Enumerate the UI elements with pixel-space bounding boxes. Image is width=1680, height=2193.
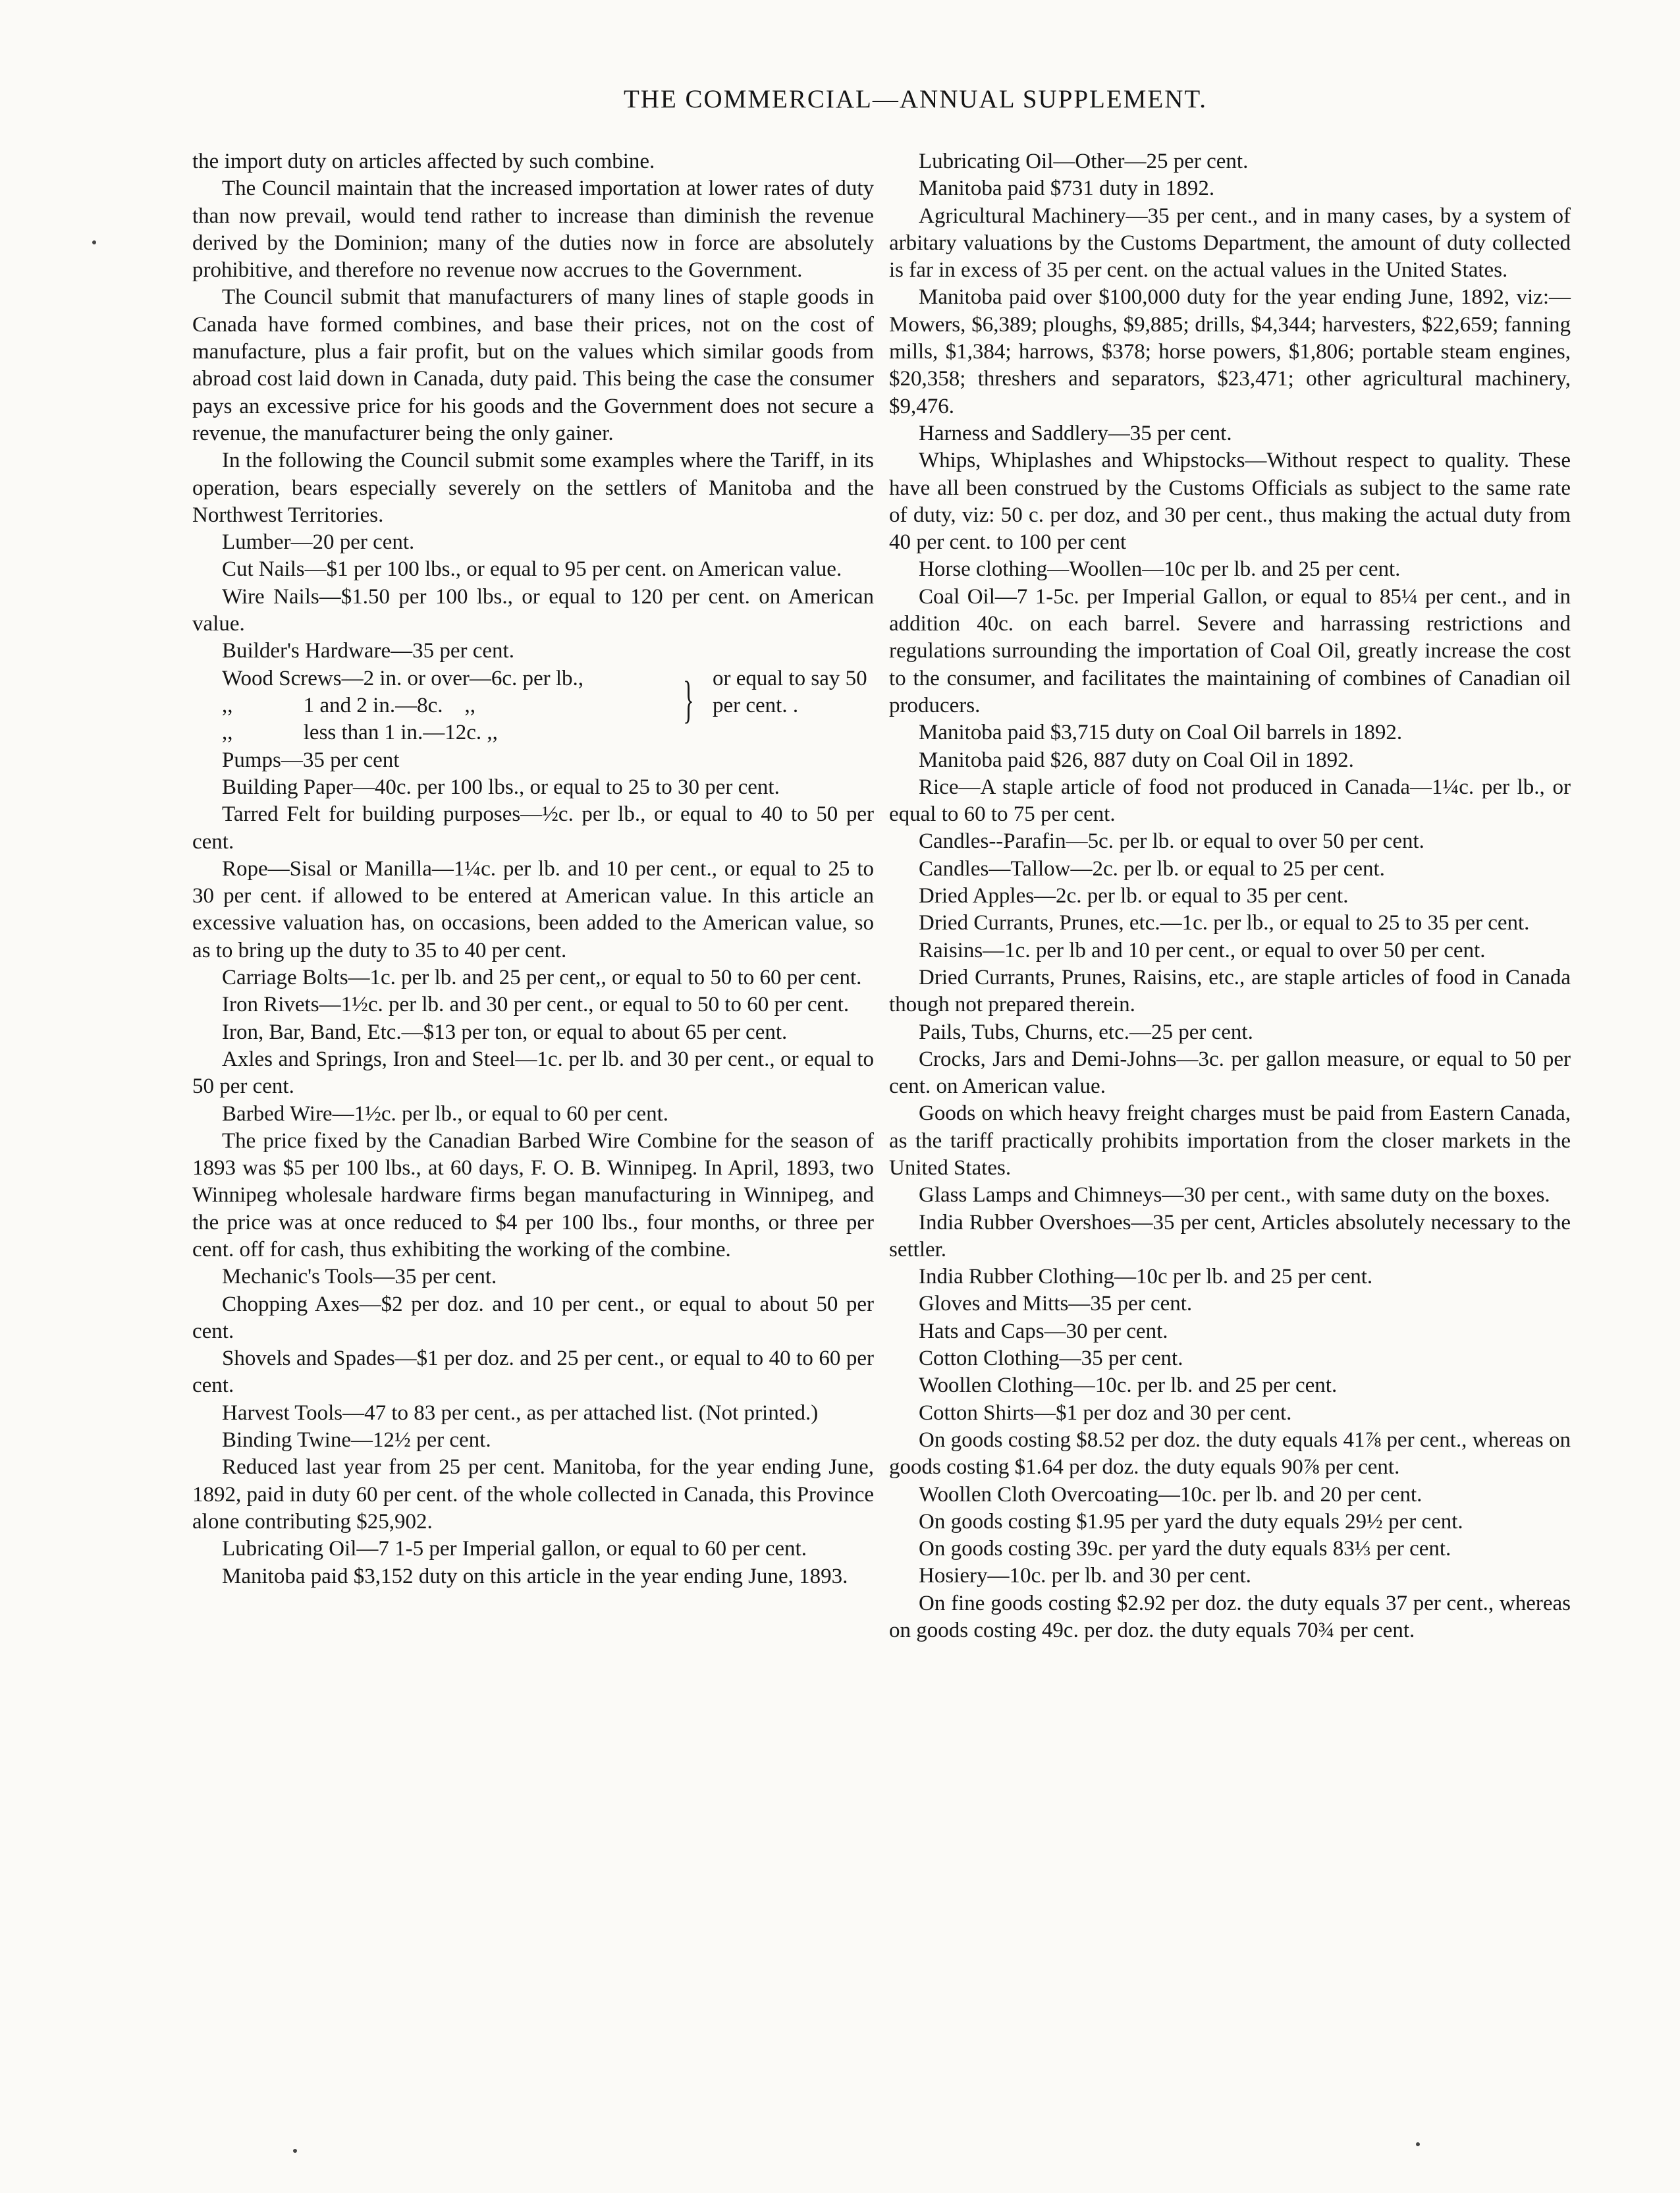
screws-row: ,, 1 and 2 in.—8c. ,, (222, 693, 475, 717)
paragraph: Binding Twine—12½ per cent. (222, 1428, 491, 1453)
paragraph: Candles—Tallow—2c. per lb. or equal to 25 per cent. (919, 856, 1385, 881)
paragraph: Dried Currants, Prunes, etc.—1c. per lb., or equal to 25 to 35 per cent. (919, 911, 1530, 935)
paragraph: Agricultural Machinery—35 per cent., and in many cases, by a system of arbitary valuations by the Customs Department, the amount of duty collected is far in excess of 35 per cent. on the actual values in the United States. (889, 204, 1571, 283)
paragraph: Horse clothing—Woollen—10c per lb. and 25 per cent. (919, 557, 1401, 582)
brace-icon: } (683, 670, 694, 728)
paragraph: Gloves and Mitts—35 per cent. (919, 1292, 1193, 1316)
paragraph: Lumber—20 per cent. (222, 530, 415, 555)
paragraph: The Council submit that manufacturers of many lines of staple goods in Canada have formed combines, and base their prices, not on the cost of manufacture, plus a fair profit, but on the values which similar goods from abroad cost laid down in Canada, duty paid. This being the case the consumer pays an excessive price for his goods and the Government does not secure a revenue, the manufacturer being the only gainer. (192, 285, 874, 445)
paragraph: Tarred Felt for building purposes—½c. per lb., or equal to 40 to 50 per cent. (192, 802, 874, 854)
paragraph: Cotton Clothing—35 per cent. (919, 1346, 1183, 1371)
paragraph: On goods costing 39c. per yard the duty equals 83⅓ per cent. (919, 1537, 1451, 1561)
screws-note: or equal to say 50 per cent. . (713, 666, 867, 717)
paragraph: the import duty on articles affected by such combine. (192, 150, 655, 173)
paragraph: Building Paper—40c. per 100 lbs., or equal to 25 to 30 per cent. (222, 775, 780, 799)
print-speck (1416, 2142, 1420, 2146)
paragraph: Wire Nails—$1.50 per 100 lbs., or equal to 120 per cent. on American value. (192, 584, 874, 636)
paragraph: Rope—Sisal or Manilla—1¼c. per lb. and 10 per cent., or equal to 25 to 30 per cent. if allowed to be entered at American value. In this article an excessive valuation has, on occasions, been added to the American value, so as to bring up the duty to 35 to 40 per cent. (192, 856, 874, 962)
paragraph: Crocks, Jars and Demi-Johns—3c. per gallon measure, or equal to 50 per cent. on American value. (889, 1047, 1571, 1099)
paragraph: Lubricating Oil—7 1-5 per Imperial gallon, or equal to 60 per cent. (222, 1537, 807, 1561)
paragraph: On fine goods costing $2.92 per doz. the duty equals 37 per cent., whereas on goods costing 49c. per doz. the duty equals 70¾ per cent. (889, 1591, 1571, 1643)
paragraph: Dried Currants, Prunes, Raisins, etc., are staple articles of food in Canada though not prepared therein. (889, 965, 1571, 1017)
screws-row: ,, less than 1 in.—12c. ,, (222, 720, 498, 744)
paragraph: Mechanic's Tools—35 per cent. (222, 1265, 497, 1289)
paragraph: Pumps—35 per cent (222, 748, 400, 772)
paragraph: Rice—A staple article of food not produced in Canada—1¼c. per lb., or equal to 60 to 75 per cent. (889, 775, 1571, 827)
print-speck (92, 240, 96, 244)
paragraph: Goods on which heavy freight charges must be paid from Eastern Canada, as the tariff practically prohibits importation from the closer markets in the United States. (889, 1101, 1571, 1180)
paragraph: Cotton Shirts—$1 per doz and 30 per cent. (919, 1401, 1292, 1425)
paragraph: Raisins—1c. per lb and 10 per cent., or equal to over 50 per cent. (919, 938, 1486, 962)
paragraph: Lubricating Oil—Other—25 per cent. (919, 150, 1249, 173)
paragraph: Manitoba paid $3,152 duty on this article in the year ending June, 1893. (222, 1564, 848, 1588)
paragraph: In the following the Council submit some examples where the Tariff, in its operation, bears especially severely on the settlers of Manitoba and the Northwest Territories. (192, 449, 874, 527)
paragraph: Chopping Axes—$2 per doz. and 10 per cent., or equal to about 50 per cent. (192, 1292, 874, 1343)
paragraph: Manitoba paid over $100,000 duty for the year ending June, 1892, viz:—Mowers, $6,389; ploughs, $9,885; drills, $4,344; harvesters, $22,659; fanning mills, $1,384; harrows, $378; horse powers, $1,806; portable steam engines, $20,358; threshers and separators, $23,471; other agricultural machinery, $9,476. (889, 285, 1571, 418)
paragraph: Glass Lamps and Chimneys—30 per cent., with same duty on the boxes. (919, 1183, 1550, 1208)
page-title: THE COMMERCIAL—ANNUAL SUPPLEMENT. (623, 85, 1208, 113)
paragraph: Manitoba paid $3,715 duty on Coal Oil barrels in 1892. (919, 721, 1403, 745)
paragraph: Hosiery—10c. per lb. and 30 per cent. (919, 1564, 1251, 1588)
paragraph: Harvest Tools—47 to 83 per cent., as per attached list. (Not printed.) (222, 1401, 819, 1425)
paragraph: Manitoba paid $731 duty in 1892. (919, 177, 1215, 201)
paragraph: Shovels and Spades—$1 per doz. and 25 per cent., or equal to 40 to 60 per cent. (192, 1346, 874, 1398)
paragraph: Harness and Saddlery—35 per cent. (919, 421, 1232, 445)
paragraph: Coal Oil—7 1-5c. per Imperial Gallon, or equal to 85¼ per cent., and in addition 40c. on each barrel. Severe and harrassing restrictions and regulations surrounding the importation of Coal Oil, greatly increase the cost to the consumer, and facilitates the maintaining of combines of Canadian oil producers. (889, 584, 1571, 717)
paragraph: Cut Nails—$1 per 100 lbs., or equal to 95 per cent. on American value. (222, 557, 842, 582)
paragraph: Iron Rivets—1½c. per lb. and 30 per cent., or equal to 50 to 60 per cent. (222, 993, 850, 1017)
paragraph: The Council maintain that the increased importation at lower rates of duty than now prevail, would tend rather to increase than diminish the revenue derived by the Dominion; many of the duties now in force are absolutely prohibitive, and therefore no revenue now accrues to the Government. (192, 177, 874, 283)
paragraph: Pails, Tubs, Churns, etc.—25 per cent. (919, 1020, 1253, 1044)
wood-screws-table (192, 665, 874, 747)
right-column (889, 148, 1571, 1644)
paragraph: Barbed Wire—1½c. per lb., or equal to 60 per cent. (222, 1101, 668, 1126)
paragraph: Manitoba paid $26, 887 duty on Coal Oil in 1892. (919, 748, 1354, 772)
paragraph: Hats and Caps—30 per cent. (919, 1319, 1168, 1343)
paragraph: Builder's Hardware—35 per cent. (222, 639, 514, 663)
paragraph: Whips, Whiplashes and Whipstocks—Without respect to quality. These have all been construed by the Customs Officials as subject to the same rate of duty, viz: 50 c. per doz, and 30 per cent., thus making the actual duty from 40 per cent. to 100 per cent (889, 449, 1571, 555)
paragraph: India Rubber Clothing—10c per lb. and 25 per cent. (919, 1265, 1373, 1289)
paragraph: Woollen Cloth Overcoating—10c. per lb. and 20 per cent. (919, 1482, 1423, 1507)
paragraph: On goods costing $1.95 per yard the duty equals 29½ per cent. (919, 1509, 1463, 1534)
paragraph: On goods costing $8.52 per doz. the duty equals 41⅞ per cent., whereas on goods costing $1.64 per doz. the duty equals 90⅞ per cent. (889, 1428, 1571, 1480)
paragraph: Carriage Bolts—1c. per lb. and 25 per cent,, or equal to 50 to 60 per cent. (222, 966, 862, 990)
paragraph: Candles--Parafin—5c. per lb. or equal to over 50 per cent. (919, 829, 1424, 854)
paragraph: Dried Apples—2c. per lb. or equal to 35 per cent. (919, 884, 1349, 908)
paragraph: India Rubber Overshoes—35 per cent, Articles absolutely necessary to the settler. (889, 1210, 1571, 1262)
paragraph: The price fixed by the Canadian Barbed Wire Combine for the season of 1893 was $5 per 100 lbs., at 60 days, F. O. B. Winnipeg. In April, 1893, two Winnipeg wholesale hardware firms began manufacturing in Winnipeg, and the price was at once reduced to $4 per 100 lbs., four months, or three per cent. off for cash, thus exhibiting the working of the combine. (192, 1128, 874, 1262)
paragraph: Iron, Bar, Band, Etc.—$13 per ton, or equal to about 65 per cent. (222, 1020, 788, 1044)
left-column (192, 148, 874, 1590)
paragraph: Woollen Clothing—10c. per lb. and 25 per cent. (919, 1374, 1338, 1398)
print-speck (293, 2149, 297, 2153)
paragraph: Axles and Springs, Iron and Steel—1c. per lb. and 30 per cent., or equal to 50 per cent. (192, 1047, 874, 1099)
paragraph: Reduced last year from 25 per cent. Manitoba, for the year ending June, 1892, paid in duty 60 per cent. of the whole collected in Canada, this Province alone contributing $25,902. (192, 1455, 874, 1534)
screws-row: Wood Screws—2 in. or over—6c. per lb., (222, 666, 584, 690)
